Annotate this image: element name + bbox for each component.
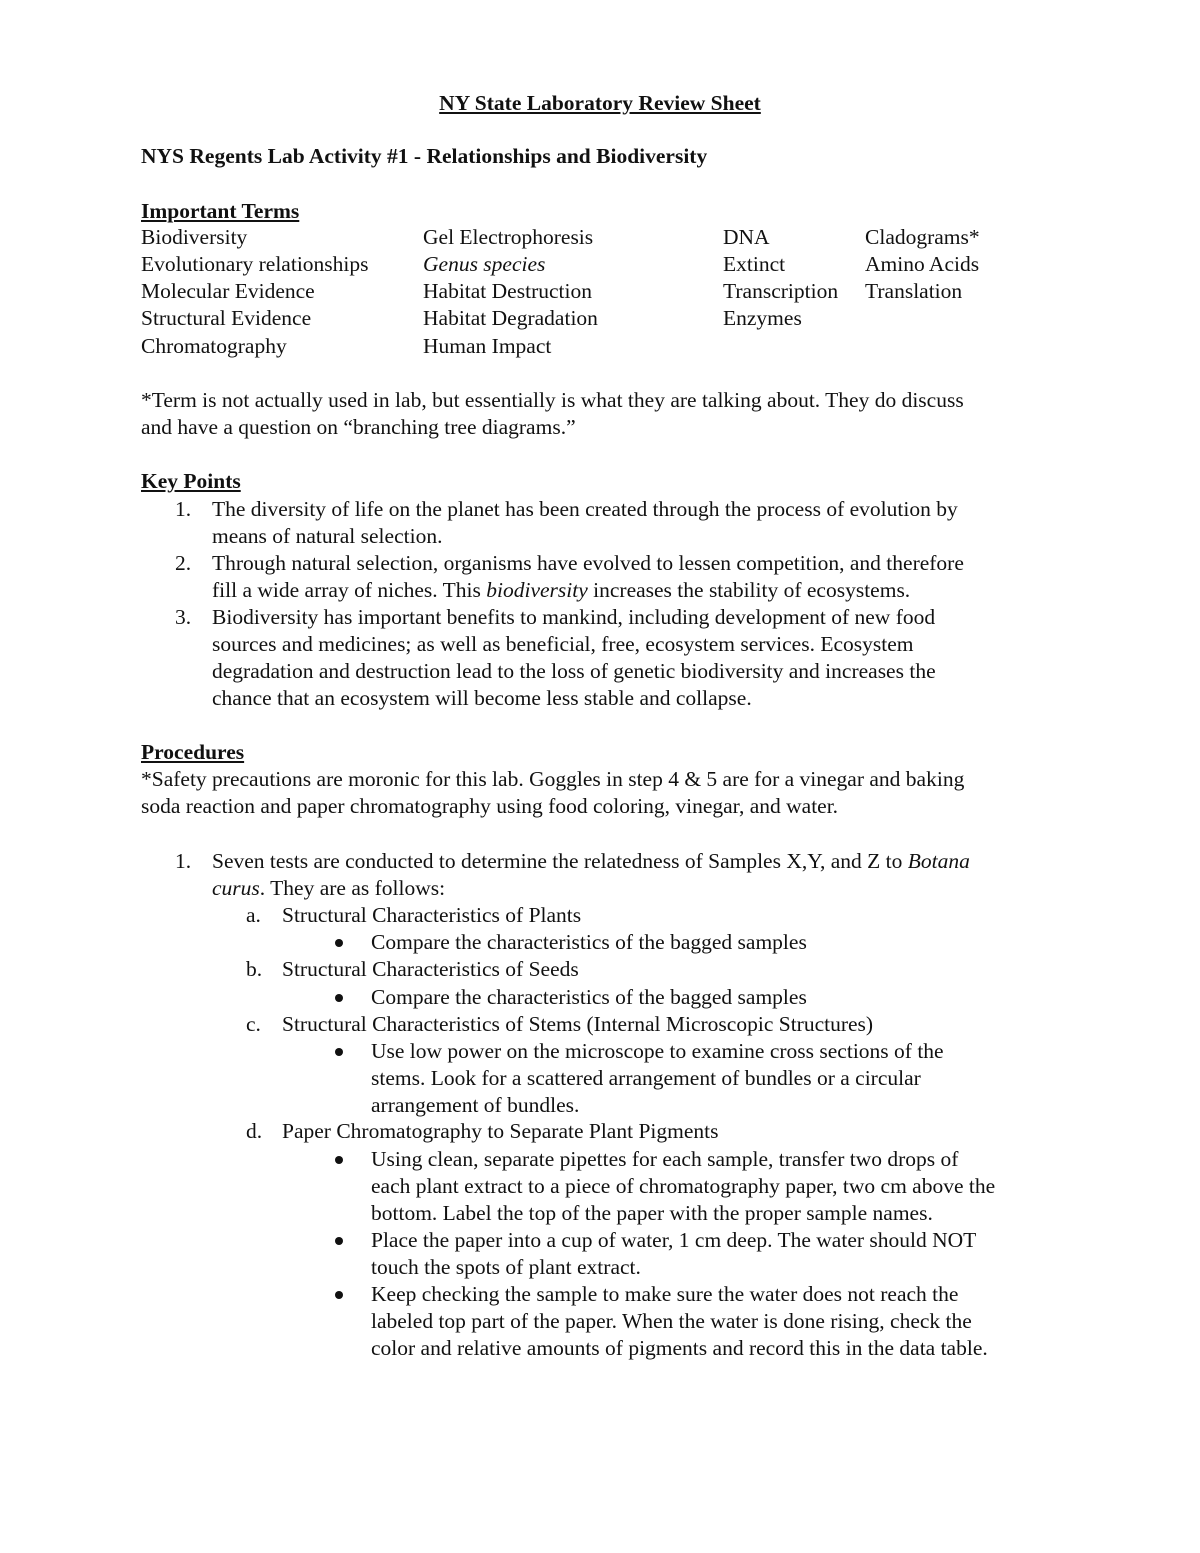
safety-note-line: *Safety precautions are moronic for this lab. Goggles in step 4 & 5 are for a vinegar and baking [141,767,965,791]
emphasis-text: Botana [907,849,970,873]
text-run: . They are as follows: [259,876,446,900]
list-number: 3. [175,605,192,629]
term: Genus species [423,252,546,276]
list-number: 1. [175,849,192,873]
sub-item-text: Structural Characteristics of Stems (Internal Microscopic Structures) [282,1012,874,1036]
emphasis-text: biodiversity [486,578,588,602]
lab-activity-heading: NYS Regents Lab Activity #1 - Relationships and Biodiversity [141,144,708,168]
term: Enzymes [723,306,802,330]
key-points-heading: Key Points [141,469,241,493]
list-item-line: means of natural selection. [212,524,443,548]
bullet-icon [335,1048,343,1056]
bullet-line: Compare the characteristics of the bagged samples [371,930,807,954]
bullet-line: stems. Look for a scattered arrangement of bundles or a circular [371,1066,921,1090]
sub-item-letter: c. [246,1012,261,1036]
term: Human Impact [423,334,552,358]
bullet-line: arrangement of bundles. [371,1093,580,1117]
procedures-heading: Procedures [141,740,245,764]
bullet-line: Compare the characteristics of the bagged samples [371,985,807,1009]
term: Amino Acids [865,252,980,276]
bullet-line: color and relative amounts of pigments and record this in the data table. [371,1336,988,1360]
term: Evolutionary relationships [141,252,369,276]
term: Extinct [723,252,786,276]
term: Gel Electrophoresis [423,225,594,249]
sub-item-text: Paper Chromatography to Separate Plant Pigments [282,1119,719,1143]
text-run: increases the stability of ecosystems. [587,578,911,602]
bullet-line: Place the paper into a cup of water, 1 cm deep. The water should NOT [371,1228,977,1252]
list-item-line: Biodiversity has important benefits to mankind, including development of new food [212,605,936,629]
list-number: 1. [175,497,192,521]
bullet-icon [335,939,343,947]
bullet-icon [335,1237,343,1245]
text-run: Seven tests are conducted to determine the relatedness of Samples X,Y, and Z to [212,849,908,873]
list-number: 2. [175,551,192,575]
bullet-line: labeled top part of the paper. When the water is done rising, check the [371,1309,972,1333]
terms-footnote-line: and have a question on “branching tree diagrams.” [141,415,576,439]
list-item-line: sources and medicines; as well as beneficial, free, ecosystem services. Ecosystem [212,632,914,656]
list-item-line: degradation and destruction lead to the loss of genetic biodiversity and increases the [212,659,936,683]
term: Structural Evidence [141,306,312,330]
bullet-icon [335,1156,343,1164]
term: Habitat Degradation [423,306,598,330]
sub-item-text: Structural Characteristics of Plants [282,903,582,927]
page-title: NY State Laboratory Review Sheet [439,91,761,115]
list-item-line: The diversity of life on the planet has been created through the process of evolution by [212,497,958,521]
emphasis-text: curus [212,876,260,900]
term: Cladograms* [865,225,980,249]
important-terms-heading: Important Terms [141,199,300,223]
bullet-line: bottom. Label the top of the paper with the proper sample names. [371,1201,933,1225]
text-run: fill a wide array of niches. This [212,578,487,602]
list-item-line [212,577,1062,604]
sub-item-text: Structural Characteristics of Seeds [282,957,579,981]
term: Biodiversity [141,225,248,249]
sub-item-letter: d. [246,1119,263,1143]
list-item-line [212,875,1062,902]
bullet-line: Using clean, separate pipettes for each sample, transfer two drops of [371,1147,959,1171]
list-item-line [212,848,1062,875]
term: Habitat Destruction [423,279,592,303]
term: Chromatography [141,334,287,358]
term: Transcription [723,279,839,303]
bullet-icon [335,994,343,1002]
term: Molecular Evidence [141,279,315,303]
list-item-line: chance that an ecosystem will become less stable and collapse. [212,686,752,710]
bullet-line: each plant extract to a piece of chromatography paper, two cm above the [371,1174,996,1198]
bullet-line: Keep checking the sample to make sure the water does not reach the [371,1282,959,1306]
sub-item-letter: a. [246,903,261,927]
bullet-line: Use low power on the microscope to examine cross sections of the [371,1039,944,1063]
terms-footnote-line: *Term is not actually used in lab, but essentially is what they are talking about. They do discuss [141,388,964,412]
bullet-icon [335,1291,343,1299]
term: Translation [865,279,963,303]
safety-note-line: soda reaction and paper chromatography using food coloring, vinegar, and water. [141,794,839,818]
sub-item-letter: b. [246,957,263,981]
bullet-line: touch the spots of plant extract. [371,1255,641,1279]
list-item-line: Through natural selection, organisms have evolved to lessen competition, and therefore [212,551,964,575]
term: DNA [723,225,770,249]
